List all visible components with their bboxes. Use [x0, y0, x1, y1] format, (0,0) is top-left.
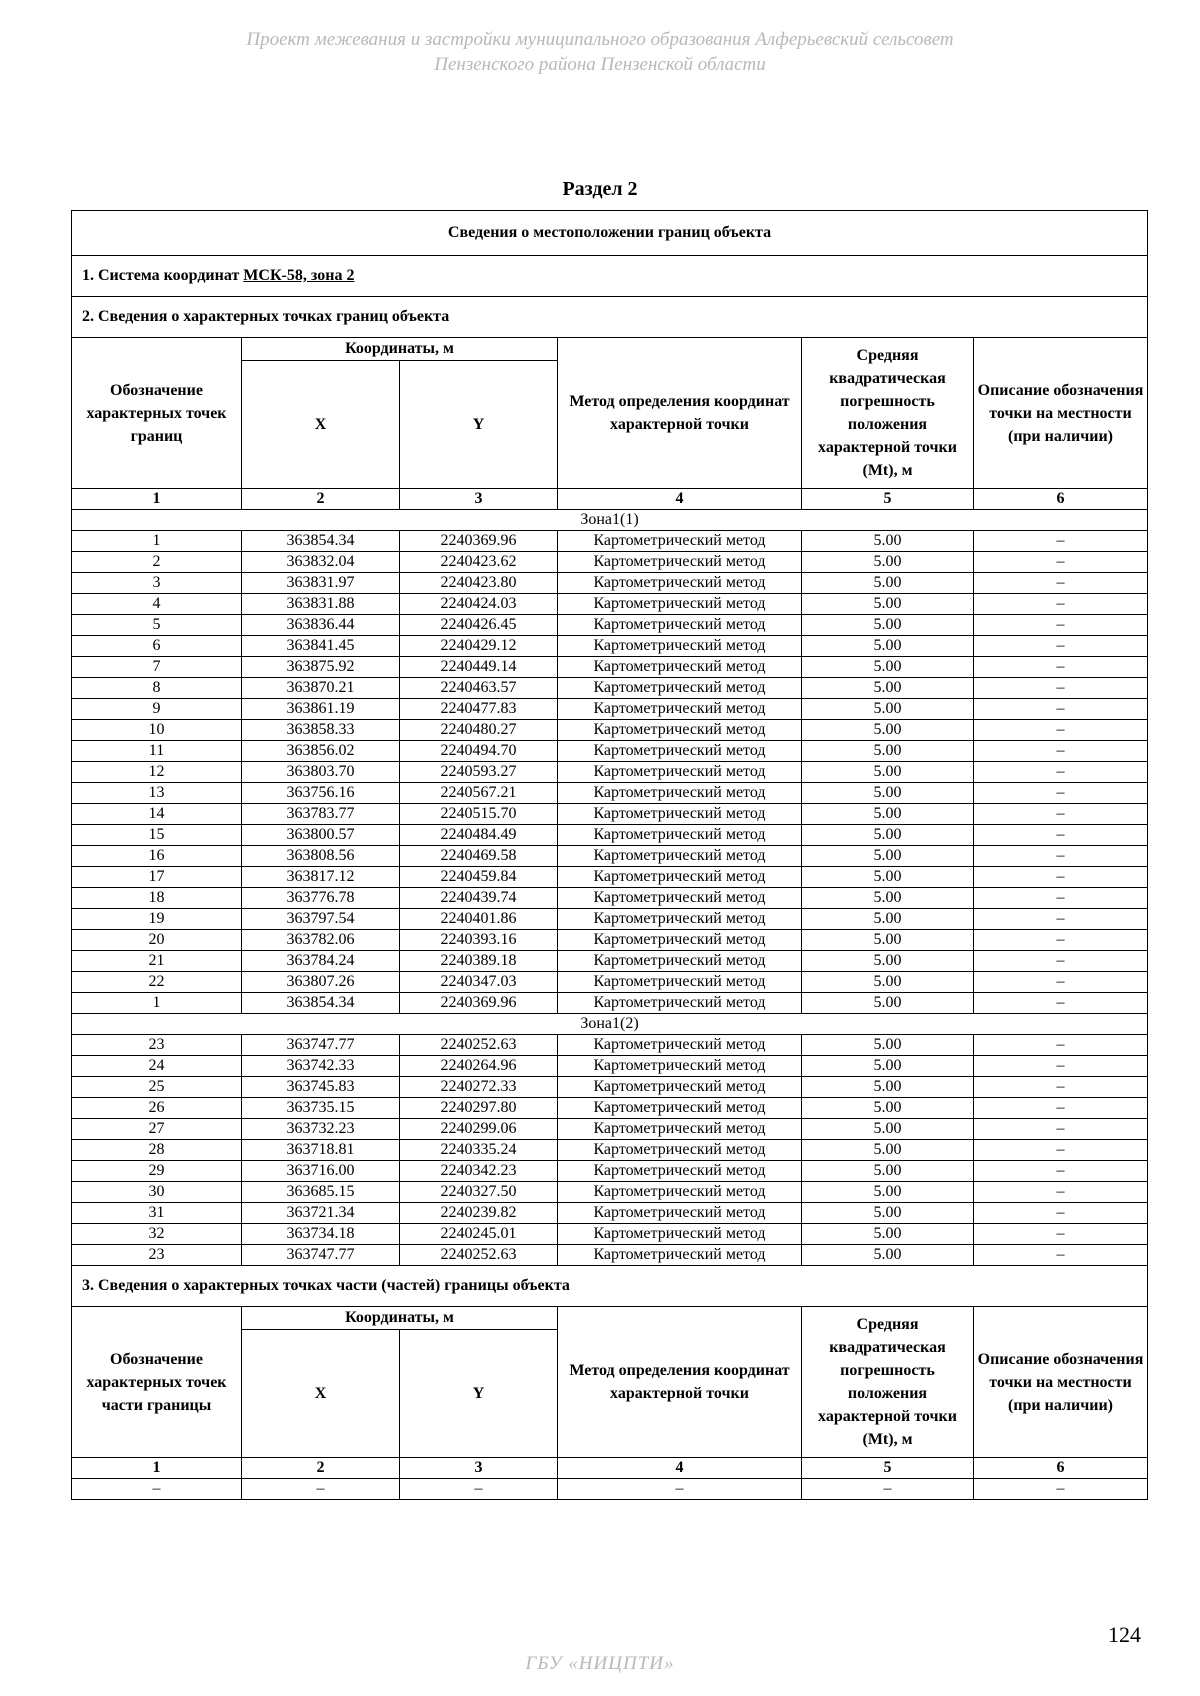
col-header-y: Y: [400, 1330, 558, 1458]
column-number: 4: [558, 1458, 802, 1479]
table-cell: –: [974, 741, 1148, 762]
table-row: [72, 1245, 1148, 1266]
table-row: [72, 951, 1148, 972]
table-cell: 5.00: [802, 783, 974, 804]
col-header-method: Метод определения координат характерной точки: [558, 338, 802, 489]
table-cell: –: [974, 1035, 1148, 1056]
table-cell: 363745.83: [242, 1077, 400, 1098]
table-cell: 2240297.80: [400, 1098, 558, 1119]
table-cell: –: [974, 699, 1148, 720]
table-cell: 2240484.49: [400, 825, 558, 846]
running-footer: ГБУ «НИЦПТИ»: [525, 1653, 675, 1674]
table-cell: 8: [72, 678, 242, 699]
table-cell: –: [974, 657, 1148, 678]
table-row: [72, 1140, 1148, 1161]
table-cell: –: [974, 1245, 1148, 1266]
col-header-accuracy: Средняя квадратическая погрешность положения характерной точки (Mt), м: [802, 1307, 974, 1458]
table-row: [72, 594, 1148, 615]
table-cell: Картометрический метод: [558, 762, 802, 783]
table-cell: Картометрический метод: [558, 1098, 802, 1119]
table-cell: Картометрический метод: [558, 846, 802, 867]
table-cell: Картометрический метод: [558, 720, 802, 741]
table-cell: 23: [72, 1035, 242, 1056]
table-cell: 363854.34: [242, 993, 400, 1014]
table-cell: 2240477.83: [400, 699, 558, 720]
table-cell: 2240389.18: [400, 951, 558, 972]
table-cell: 363784.24: [242, 951, 400, 972]
table-cell: –: [974, 846, 1148, 867]
table-cell: 5.00: [802, 804, 974, 825]
table-cell: –: [242, 1479, 400, 1500]
table-cell: –: [974, 720, 1148, 741]
table-cell: Картометрический метод: [558, 867, 802, 888]
table-cell: 2240429.12: [400, 636, 558, 657]
table-cell: 5.00: [802, 1035, 974, 1056]
table-row: [72, 783, 1148, 804]
table-row: [72, 1224, 1148, 1245]
table-cell: Картометрический метод: [558, 1077, 802, 1098]
table-cell: –: [974, 783, 1148, 804]
table-cell: Картометрический метод: [558, 909, 802, 930]
table-cell: 23: [72, 1245, 242, 1266]
table-row: [72, 867, 1148, 888]
zone-name: Зона1(1): [72, 510, 1148, 531]
running-header-line2: Пензенского района Пензенской области: [434, 54, 766, 75]
table-cell: 5.00: [802, 993, 974, 1014]
table-cell: 5.00: [802, 552, 974, 573]
column-number: 2: [242, 1458, 400, 1479]
table-cell: 6: [72, 636, 242, 657]
zone-rows: [72, 510, 1148, 1266]
table-cell: 363685.15: [242, 1182, 400, 1203]
table-cell: 17: [72, 867, 242, 888]
table-cell: 363742.33: [242, 1056, 400, 1077]
table-cell: 5.00: [802, 1224, 974, 1245]
table-cell: 5.00: [802, 909, 974, 930]
table-cell: 21: [72, 951, 242, 972]
table-cell: –: [974, 636, 1148, 657]
column-number: 4: [558, 489, 802, 510]
table-cell: Картометрический метод: [558, 1035, 802, 1056]
part3-title: 3. Сведения о характерных точках части (частей) границы объекта: [72, 1266, 1148, 1307]
table-cell: 2240252.63: [400, 1035, 558, 1056]
table-cell: Картометрический метод: [558, 888, 802, 909]
table-cell: 26: [72, 1098, 242, 1119]
table-cell: 363841.45: [242, 636, 400, 657]
table-cell: 5.00: [802, 636, 974, 657]
table-cell: 25: [72, 1077, 242, 1098]
column-number: 2: [242, 489, 400, 510]
table-cell: 18: [72, 888, 242, 909]
table-cell: Картометрический метод: [558, 972, 802, 993]
table-cell: 363718.81: [242, 1140, 400, 1161]
table-cell: 24: [72, 1056, 242, 1077]
table-cell: 2240369.96: [400, 993, 558, 1014]
table-cell: –: [974, 1098, 1148, 1119]
table-cell: 2240567.21: [400, 783, 558, 804]
column-number: 3: [400, 1458, 558, 1479]
table-cell: –: [974, 888, 1148, 909]
table-cell: 5.00: [802, 930, 974, 951]
table-cell: 5.00: [802, 1140, 974, 1161]
table-cell: 9: [72, 699, 242, 720]
table-cell: Картометрический метод: [558, 951, 802, 972]
table-cell: 15: [72, 825, 242, 846]
table-row: [72, 1035, 1148, 1056]
table-row: [72, 531, 1148, 552]
table-cell: –: [974, 930, 1148, 951]
coordinate-system-label: 1. Система координат: [82, 267, 240, 284]
column-number: 1: [72, 489, 242, 510]
table-cell: 2240393.16: [400, 930, 558, 951]
table-cell: 363831.88: [242, 594, 400, 615]
table-cell: 363831.97: [242, 573, 400, 594]
table-cell: 5.00: [802, 825, 974, 846]
table-cell: –: [974, 531, 1148, 552]
table-cell: 5.00: [802, 615, 974, 636]
table-cell: 2240426.45: [400, 615, 558, 636]
table-cell: 2240424.03: [400, 594, 558, 615]
table-cell: 363747.77: [242, 1245, 400, 1266]
coordinate-system-row: [72, 256, 1148, 297]
col-header-x: X: [242, 361, 400, 489]
table-cell: 2240239.82: [400, 1203, 558, 1224]
table-row: [72, 846, 1148, 867]
table-cell: Картометрический метод: [558, 993, 802, 1014]
table-cell: –: [974, 552, 1148, 573]
table-cell: 2240593.27: [400, 762, 558, 783]
table-cell: 1: [72, 531, 242, 552]
table-cell: 19: [72, 909, 242, 930]
table-cell: 14: [72, 804, 242, 825]
table-row: [72, 762, 1148, 783]
column-number: 6: [974, 489, 1148, 510]
table-cell: 363832.04: [242, 552, 400, 573]
table-row: [72, 972, 1148, 993]
table-cell: 12: [72, 762, 242, 783]
col-header-y: Y: [400, 361, 558, 489]
table-row: [72, 804, 1148, 825]
table-cell: 363836.44: [242, 615, 400, 636]
table-cell: 13: [72, 783, 242, 804]
table-cell: 363803.70: [242, 762, 400, 783]
table-cell: 32: [72, 1224, 242, 1245]
table-cell: 29: [72, 1161, 242, 1182]
column-number-row: [72, 1458, 1148, 1479]
table-cell: –: [974, 1479, 1148, 1500]
table-cell: –: [974, 594, 1148, 615]
table-row: [72, 678, 1148, 699]
table-cell: 2240449.14: [400, 657, 558, 678]
col-header-point: Обозначение характерных точек границ: [72, 338, 242, 489]
table-cell: 363854.34: [242, 531, 400, 552]
table-cell: 363783.77: [242, 804, 400, 825]
table-cell: 2240252.63: [400, 1245, 558, 1266]
table-cell: 2240369.96: [400, 531, 558, 552]
table-cell: 363776.78: [242, 888, 400, 909]
table-row: [72, 888, 1148, 909]
table-cell: –: [802, 1479, 974, 1500]
running-header-line1: Проект межевания и застройки муниципального образования Алферьевский сельсовет: [246, 29, 954, 50]
table-cell: Картометрический метод: [558, 1140, 802, 1161]
table-cell: 5.00: [802, 1098, 974, 1119]
table-cell: 1: [72, 993, 242, 1014]
table-cell: Картометрический метод: [558, 1161, 802, 1182]
table-cell: 5: [72, 615, 242, 636]
boundary-table: [71, 210, 1148, 1500]
table-row: [72, 1077, 1148, 1098]
table-cell: Картометрический метод: [558, 741, 802, 762]
column-number: 3: [400, 489, 558, 510]
section-title: Раздел 2: [562, 178, 638, 200]
table-cell: 363808.56: [242, 846, 400, 867]
table-cell: Картометрический метод: [558, 1245, 802, 1266]
col-header-x: X: [242, 1330, 400, 1458]
table-cell: 363721.34: [242, 1203, 400, 1224]
table-row: [72, 993, 1148, 1014]
table-cell: 5.00: [802, 1203, 974, 1224]
table-cell: 30: [72, 1182, 242, 1203]
table-row: [72, 615, 1148, 636]
table-row: [72, 699, 1148, 720]
table-cell: 2240401.86: [400, 909, 558, 930]
table-cell: –: [974, 1182, 1148, 1203]
table-cell: 16: [72, 846, 242, 867]
table-cell: –: [974, 762, 1148, 783]
table-cell: Картометрический метод: [558, 1203, 802, 1224]
table-cell: 5.00: [802, 1182, 974, 1203]
table-row: [72, 1479, 1148, 1500]
table-cell: Картометрический метод: [558, 573, 802, 594]
table-cell: Картометрический метод: [558, 678, 802, 699]
table-cell: 363735.15: [242, 1098, 400, 1119]
table-cell: –: [974, 615, 1148, 636]
table-cell: 363734.18: [242, 1224, 400, 1245]
col-header-point-part: Обозначение характерных точек части границы: [72, 1307, 242, 1458]
table-row: [72, 552, 1148, 573]
table-cell: –: [974, 678, 1148, 699]
table-cell: 2240423.62: [400, 552, 558, 573]
table-cell: –: [974, 1056, 1148, 1077]
table-cell: 5.00: [802, 1119, 974, 1140]
table-cell: –: [974, 1119, 1148, 1140]
table-cell: 363856.02: [242, 741, 400, 762]
table-cell: Картометрический метод: [558, 1182, 802, 1203]
table-cell: 363861.19: [242, 699, 400, 720]
table-cell: 5.00: [802, 972, 974, 993]
table-cell: 5.00: [802, 720, 974, 741]
table-cell: –: [974, 1203, 1148, 1224]
table-cell: 5.00: [802, 867, 974, 888]
table-cell: 27: [72, 1119, 242, 1140]
table-cell: 5.00: [802, 846, 974, 867]
table-row: [72, 825, 1148, 846]
table-cell: 2240335.24: [400, 1140, 558, 1161]
table-cell: 363807.26: [242, 972, 400, 993]
table-cell: –: [400, 1479, 558, 1500]
table-row: [72, 1182, 1148, 1203]
page-number: 124: [1108, 1622, 1141, 1647]
table-row: [72, 741, 1148, 762]
table-cell: Картометрический метод: [558, 552, 802, 573]
table-cell: 5.00: [802, 1161, 974, 1182]
table-cell: 22: [72, 972, 242, 993]
table-title: Сведения о местоположении границ объекта: [72, 211, 1148, 256]
table-cell: –: [974, 825, 1148, 846]
table-cell: 363732.23: [242, 1119, 400, 1140]
table-cell: 4: [72, 594, 242, 615]
table-cell: 2240515.70: [400, 804, 558, 825]
table-cell: Картометрический метод: [558, 783, 802, 804]
table-cell: 2240494.70: [400, 741, 558, 762]
table-cell: 363782.06: [242, 930, 400, 951]
table-cell: 363875.92: [242, 657, 400, 678]
table-cell: 2240423.80: [400, 573, 558, 594]
col-header-description: Описание обозначения точки на местности (при наличии): [974, 1307, 1148, 1458]
table-cell: 5.00: [802, 699, 974, 720]
table-cell: 2240480.27: [400, 720, 558, 741]
table-cell: Картометрический метод: [558, 699, 802, 720]
table-cell: Картометрический метод: [558, 657, 802, 678]
column-number: 1: [72, 1458, 242, 1479]
zone-header-row: [72, 510, 1148, 531]
table-row: [72, 1098, 1148, 1119]
table-cell: 2240459.84: [400, 867, 558, 888]
table-cell: –: [974, 804, 1148, 825]
table-cell: 10: [72, 720, 242, 741]
table-cell: 28: [72, 1140, 242, 1161]
table-cell: 5.00: [802, 678, 974, 699]
table-row: [72, 1203, 1148, 1224]
table-cell: Картометрический метод: [558, 531, 802, 552]
table-cell: 3: [72, 573, 242, 594]
table-cell: –: [974, 951, 1148, 972]
table-cell: –: [974, 1161, 1148, 1182]
table-row: [72, 1119, 1148, 1140]
table-cell: 20: [72, 930, 242, 951]
col-header-coords: Координаты, м: [242, 338, 558, 361]
table-cell: 363858.33: [242, 720, 400, 741]
table-cell: 363716.00: [242, 1161, 400, 1182]
table-cell: –: [974, 972, 1148, 993]
table-cell: –: [72, 1479, 242, 1500]
table-cell: 11: [72, 741, 242, 762]
col-header-coords: Координаты, м: [242, 1307, 558, 1330]
table-cell: –: [974, 573, 1148, 594]
table-cell: 5.00: [802, 741, 974, 762]
table-cell: 363797.54: [242, 909, 400, 930]
table-cell: 31: [72, 1203, 242, 1224]
table-cell: Картометрический метод: [558, 1119, 802, 1140]
table-cell: Картометрический метод: [558, 636, 802, 657]
table-cell: 7: [72, 657, 242, 678]
coordinate-system-value: МСК-58, зона 2: [243, 267, 355, 284]
table-cell: 5.00: [802, 888, 974, 909]
table-cell: 363756.16: [242, 783, 400, 804]
table-cell: 5.00: [802, 531, 974, 552]
table-cell: 5.00: [802, 1077, 974, 1098]
table-cell: 2240264.96: [400, 1056, 558, 1077]
part2-title: 2. Сведения о характерных точках границ объекта: [72, 297, 1148, 338]
table-cell: Картометрический метод: [558, 594, 802, 615]
table-cell: 363800.57: [242, 825, 400, 846]
column-number-row: [72, 489, 1148, 510]
table-row: [72, 636, 1148, 657]
col-header-method: Метод определения координат характерной точки: [558, 1307, 802, 1458]
col-header-description: Описание обозначения точки на местности (при наличии): [974, 338, 1148, 489]
table-cell: –: [974, 1140, 1148, 1161]
table-row: [72, 573, 1148, 594]
table-row: [72, 930, 1148, 951]
table-cell: 5.00: [802, 1056, 974, 1077]
column-number: 5: [802, 489, 974, 510]
table-row: [72, 657, 1148, 678]
table-cell: 363817.12: [242, 867, 400, 888]
table-cell: 2240439.74: [400, 888, 558, 909]
table-cell: –: [974, 909, 1148, 930]
table-cell: 2240245.01: [400, 1224, 558, 1245]
table-cell: Картометрический метод: [558, 930, 802, 951]
table-cell: 2240299.06: [400, 1119, 558, 1140]
column-number: 5: [802, 1458, 974, 1479]
column-number: 6: [974, 1458, 1148, 1479]
table-cell: 5.00: [802, 951, 974, 972]
table-cell: 5.00: [802, 762, 974, 783]
table-cell: –: [974, 867, 1148, 888]
table-cell: Картометрический метод: [558, 1224, 802, 1245]
table-cell: –: [974, 1224, 1148, 1245]
table-cell: 2240347.03: [400, 972, 558, 993]
col-header-accuracy: Средняя квадратическая погрешность положения характерной точки (Mt), м: [802, 338, 974, 489]
table-cell: 2: [72, 552, 242, 573]
table-cell: 2240469.58: [400, 846, 558, 867]
table-cell: 2240272.33: [400, 1077, 558, 1098]
table-cell: Картометрический метод: [558, 615, 802, 636]
table-cell: 2240342.23: [400, 1161, 558, 1182]
table-row: [72, 720, 1148, 741]
table-cell: 5.00: [802, 594, 974, 615]
table-row: [72, 1161, 1148, 1182]
table-cell: 5.00: [802, 1245, 974, 1266]
table-cell: Картометрический метод: [558, 804, 802, 825]
table-cell: Картометрический метод: [558, 825, 802, 846]
table-row: [72, 1056, 1148, 1077]
table-cell: –: [974, 1077, 1148, 1098]
table-cell: –: [558, 1479, 802, 1500]
part3-rows: [72, 1479, 1148, 1500]
table-row: [72, 909, 1148, 930]
table-cell: 5.00: [802, 573, 974, 594]
zone-name: Зона1(2): [72, 1014, 1148, 1035]
table-cell: –: [974, 993, 1148, 1014]
zone-header-row: [72, 1014, 1148, 1035]
table-cell: 363747.77: [242, 1035, 400, 1056]
table-cell: 5.00: [802, 657, 974, 678]
table-cell: 2240463.57: [400, 678, 558, 699]
table-cell: Картометрический метод: [558, 1056, 802, 1077]
table-cell: 363870.21: [242, 678, 400, 699]
table-cell: 2240327.50: [400, 1182, 558, 1203]
